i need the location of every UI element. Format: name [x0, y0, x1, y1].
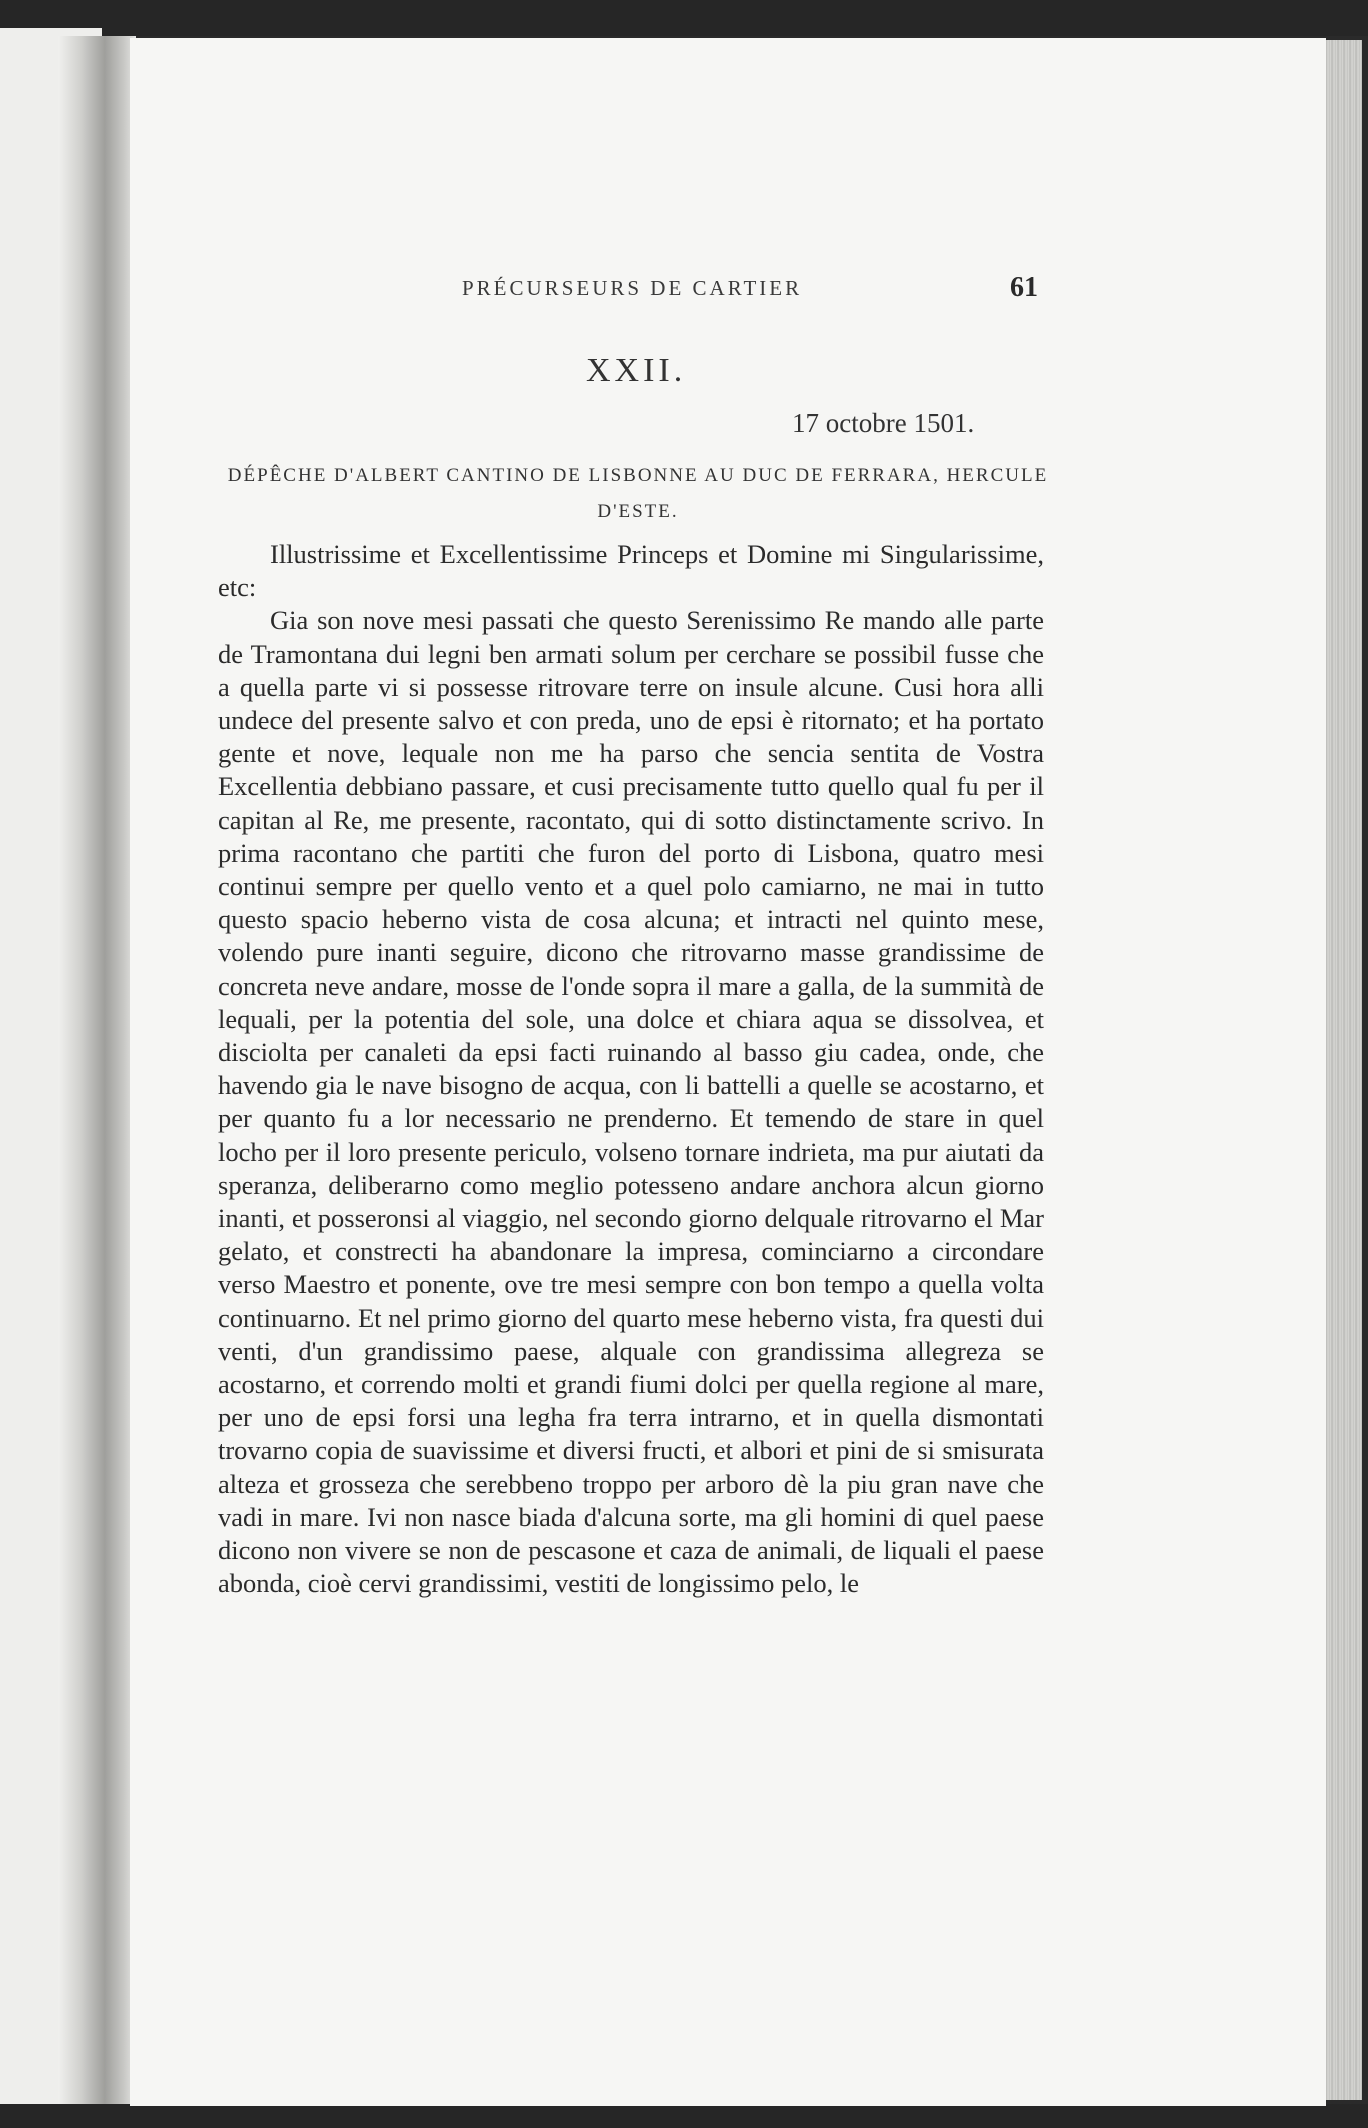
paragraph-main: Gia son nove mesi passati che questo Serenissimo Re mando alle parte de Tramontana dui legni ben armati solum per cerchare se possibil fusse che a quella parte vi si possesse ritrovare terre on insule alcune. Cusi hora alli undece del presente salvo et con preda, uno de epsi è ritornato; et ha portato gente et nove, lequale non me ha parso che sencia sentita de Vostra Excellentia debbiano passare, et cusi precisamente tutto quello qual fu per il capitan al Re, me presente, racontato, qui di sotto distinctamente scrivo. In prima racontano che partiti che furon del porto di Lisbona, quatro mesi continui sempre per quello vento et a quel polo camiarno, ne mai in tutto questo spacio heberno vista de cosa alcuna; et intracti nel quinto mese, volendo pure inanti seguire, dicono che ritrovarno masse grandissime de concreta neve andare, mosse de l'onde sopra il mare a galla, de la summità de lequali, per la potentia del sole, una dolce et chiara aqua se dissolvea, et disciolta per canaleti da epsi facti ruinando al basso giu cadea, onde, che havendo gia le nave bisogno de acqua, con li battelli a quelle se acostarno, et per quanto fu a lor necessario ne prenderno. Et temendo de stare in quel locho per il loro presente periculo, volseno tornare indrieta, ma pur aiutati da speranza, deliberarno como meglio potesseno andare anchora alcun giorno inanti, et posseronsi al viaggio, nel secondo giorno delquale ritrovarno el Mar gelato, et constrecti ha abandonare la impresa, cominciarno a circondare verso Maestro et ponente, ove tre mesi sempre con bon tempo a quella volta continuarno. Et nel primo giorno del quarto mese heberno vista, fra questi dui venti, d'un grandissimo paese, alquale con grandissima allegreza se acostarno, et correndo molti et grandi fiumi dolci per quella regione al mare, per uno de epsi forsi una legha fra terra intrarno, et in quella dismontati trovarno copia de suavissime et diversi fructi, et albori et pini de si smisurata alteza et grosseza che serebbeno troppo per arboro dè la piu gran nave che vadi in mare. Ivi non nasce biada d'alcuna sorte, ma gli homini di quel paese dicono non vivere se non de pescasone et caza de animali, de liquali el paese abonda, cioè cervi grandissimi, vestiti de longissimo pelo, le: [218, 605, 1044, 1599]
book-spine-gutter: [58, 36, 136, 2108]
scan-bottom-border: [0, 2104, 1368, 2128]
document-number: XXII.: [586, 352, 687, 389]
body-text: [218, 538, 1044, 1601]
document-date: 17 octobre 1501.: [792, 408, 975, 438]
page-number: 61: [1010, 272, 1038, 303]
document-heading: DÉPÊCHE D'ALBERT CANTINO DE LISBONNE AU DUC DE FERRARA, HERCULE D'ESTE.: [227, 465, 1049, 522]
running-head: PRÉCURSEURS DE CARTIER: [462, 276, 803, 300]
paragraph-salutation: Illustrissime et Excellentissime Princeps et Domine mi Singularissime, etc:: [218, 539, 1044, 603]
scan-top-border: [0, 0, 1368, 36]
